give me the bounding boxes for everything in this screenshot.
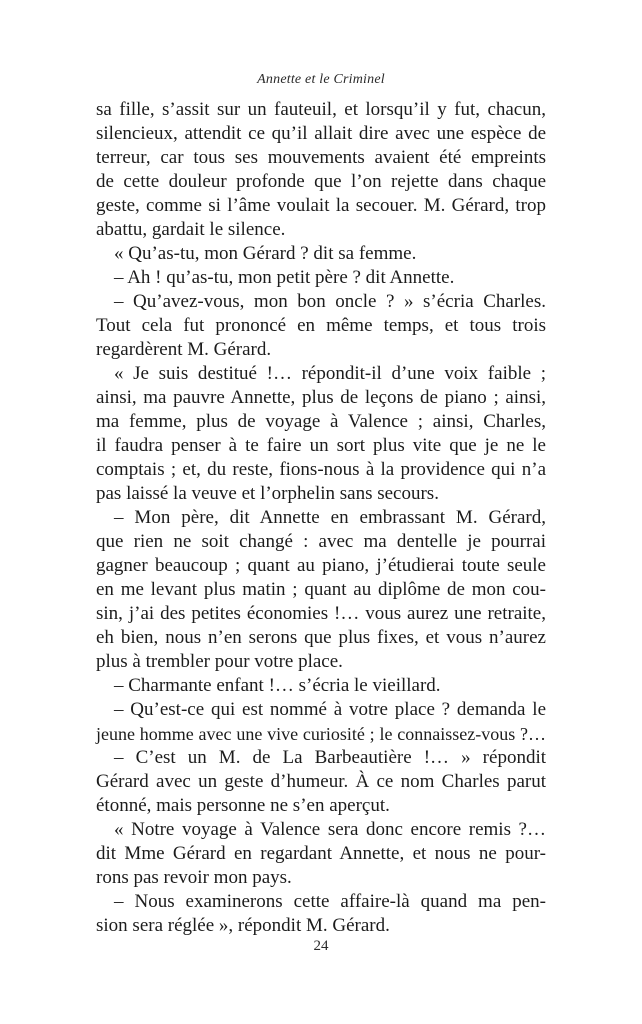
text-line: étonné, mais personne ne s’en aperçut.	[96, 795, 390, 816]
text-line: ainsi, ma pauvre Annette, plus de leçons de piano ; ainsi,	[96, 387, 546, 408]
text-line: – Qu’avez-vous, mon bon oncle ? » s’écria Charles.	[114, 291, 546, 312]
text-line: rons pas revoir mon pays.	[96, 867, 292, 888]
text-line: – Qu’est-ce qui est nommé à votre place ? demanda le	[114, 699, 546, 720]
text-line: Gérard avec un geste d’humeur. À ce nom Charles parut	[96, 771, 546, 792]
text-line: que rien ne soit changé : avec ma dentelle je pourrai	[96, 531, 546, 552]
text-line: – Nous examinerons cette affaire-là quand ma pen-	[114, 891, 546, 912]
body-text	[96, 98, 546, 938]
book-page	[96, 0, 546, 1024]
page-number: 24	[313, 938, 329, 954]
text-line: Tout cela fut prononcé en même temps, et tous trois	[96, 315, 546, 336]
text-line: « Notre voyage à Valence sera donc encore remis ?…	[114, 819, 546, 840]
text-line: dit Mme Gérard en regardant Annette, et nous ne pour-	[96, 843, 546, 864]
text-line: regardèrent M. Gérard.	[96, 339, 272, 360]
text-line: « Je suis destitué !… répondit-il d’une voix faible ;	[114, 363, 546, 384]
text-line: sa fille, s’assit sur un fauteuil, et lorsqu’il y fut, chacun,	[96, 99, 546, 120]
text-line: gagner beaucoup ; quant au piano, j’étudierai toute seule	[96, 555, 546, 576]
text-line: – Charmante enfant !… s’écria le vieillard.	[114, 675, 441, 696]
text-line: – Mon père, dit Annette en embrassant M. Gérard,	[114, 507, 546, 528]
text-line: « Qu’as-tu, mon Gérard ? dit sa femme.	[114, 243, 417, 264]
text-line: il faudra penser à te faire un sort plus vite que je ne le	[96, 435, 546, 456]
text-line: sion sera réglée », répondit M. Gérard.	[96, 915, 390, 936]
text-line: eh bien, nous n’en serons que plus fixes, et vous n’aurez	[96, 627, 546, 648]
text-line: jeune homme avec une vive curiosité ; le connaissez-vous ?…	[96, 724, 546, 744]
text-line: silencieux, attendit ce qu’il allait dire avec une espèce de	[96, 123, 546, 144]
text-line: geste, comme si l’âme voulait la secouer. M. Gérard, trop	[96, 195, 546, 216]
text-line: comptais ; et, du reste, fions-nous à la providence qui n’a	[96, 459, 546, 480]
text-line: ma femme, plus de voyage à Valence ; ainsi, Charles,	[96, 411, 546, 432]
text-line: abattu, gardait le silence.	[96, 219, 286, 240]
text-line: – C’est un M. de La Barbeautière !… » répondit	[114, 747, 546, 768]
text-line: de cette douleur profonde que l’on rejette dans chaque	[96, 171, 546, 192]
text-line: – Ah ! qu’as-tu, mon petit père ? dit Annette.	[114, 267, 455, 288]
text-line: terreur, car tous ses mouvements avaient été empreints	[96, 147, 546, 168]
running-head: Annette et le Criminel	[257, 72, 385, 87]
text-line: plus à trembler pour votre place.	[96, 651, 343, 672]
text-line: en me levant plus matin ; quant au diplôme de mon cou-	[96, 579, 546, 600]
text-line: pas laissé la veuve et l’orphelin sans secours.	[96, 483, 439, 504]
text-line: sin, j’ai des petites économies !… vous aurez une retraite,	[96, 603, 546, 624]
